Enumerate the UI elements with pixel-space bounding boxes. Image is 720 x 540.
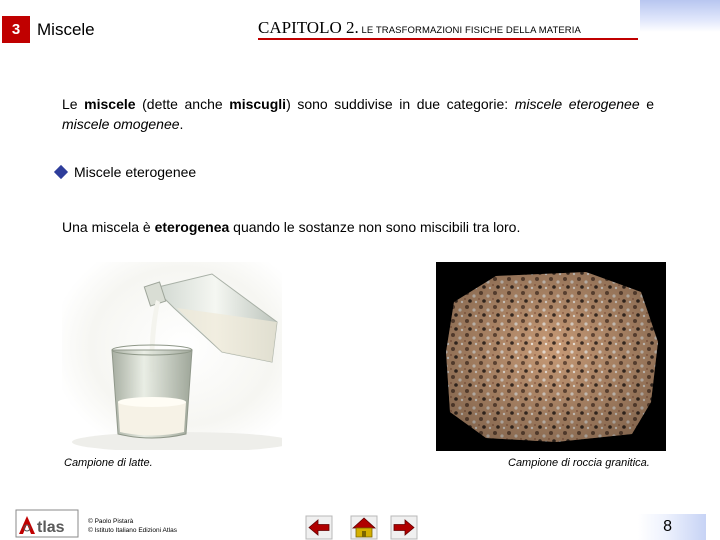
intro-text: e bbox=[639, 96, 654, 112]
definition-term: eterogenea bbox=[154, 219, 230, 235]
atlas-logo bbox=[15, 508, 79, 538]
intro-term-miscele: miscele bbox=[84, 96, 136, 112]
definition-paragraph bbox=[62, 219, 520, 235]
subheading-text: Miscele eterogenee bbox=[74, 164, 197, 180]
rock-caption: Campione di roccia granitica. bbox=[508, 457, 650, 469]
granite-rock-image bbox=[436, 262, 666, 451]
page-number: 8 bbox=[638, 514, 706, 540]
chapter-subtitle: LE TRASFORMAZIONI FISICHE DELLA MATERIA bbox=[358, 25, 581, 36]
intro-term-miscugli: miscugli bbox=[229, 96, 287, 112]
intro-paragraph bbox=[62, 94, 654, 134]
chapter-label: CAPITOLO 2. bbox=[258, 18, 359, 37]
previous-slide-button[interactable] bbox=[305, 515, 333, 540]
svg-text:tlas: tlas bbox=[37, 519, 65, 536]
milk-caption: Campione di latte. bbox=[64, 457, 153, 469]
intro-text: ) sono suddivise in due categorie: bbox=[286, 96, 515, 112]
section-number-badge: 3 bbox=[2, 16, 30, 43]
header-divider bbox=[258, 38, 638, 40]
intro-term-eterogenee: miscele eterogenee bbox=[514, 96, 640, 112]
next-slide-button[interactable] bbox=[390, 515, 418, 540]
definition-text: quando le sostanze non sono miscibili tra loro. bbox=[229, 219, 521, 235]
definition-text: Una miscela è bbox=[62, 219, 155, 235]
intro-text: (dette anche bbox=[135, 96, 230, 112]
intro-term-omogenee: miscele omogenee bbox=[62, 116, 180, 132]
chapter-header bbox=[258, 18, 581, 38]
credit-publisher: © Istituto Italiano Edizioni Atlas bbox=[88, 527, 177, 534]
diamond-bullet-icon bbox=[54, 165, 68, 179]
intro-text: Le bbox=[62, 96, 85, 112]
credit-author: © Paolo Pistarà bbox=[88, 518, 134, 525]
home-button[interactable] bbox=[350, 515, 378, 540]
subheading bbox=[56, 164, 196, 180]
section-title: Miscele bbox=[37, 20, 95, 39]
intro-text: . bbox=[179, 116, 184, 132]
credits bbox=[88, 517, 177, 535]
milk-sample-image bbox=[62, 262, 282, 450]
header-corner-gradient bbox=[640, 0, 720, 32]
